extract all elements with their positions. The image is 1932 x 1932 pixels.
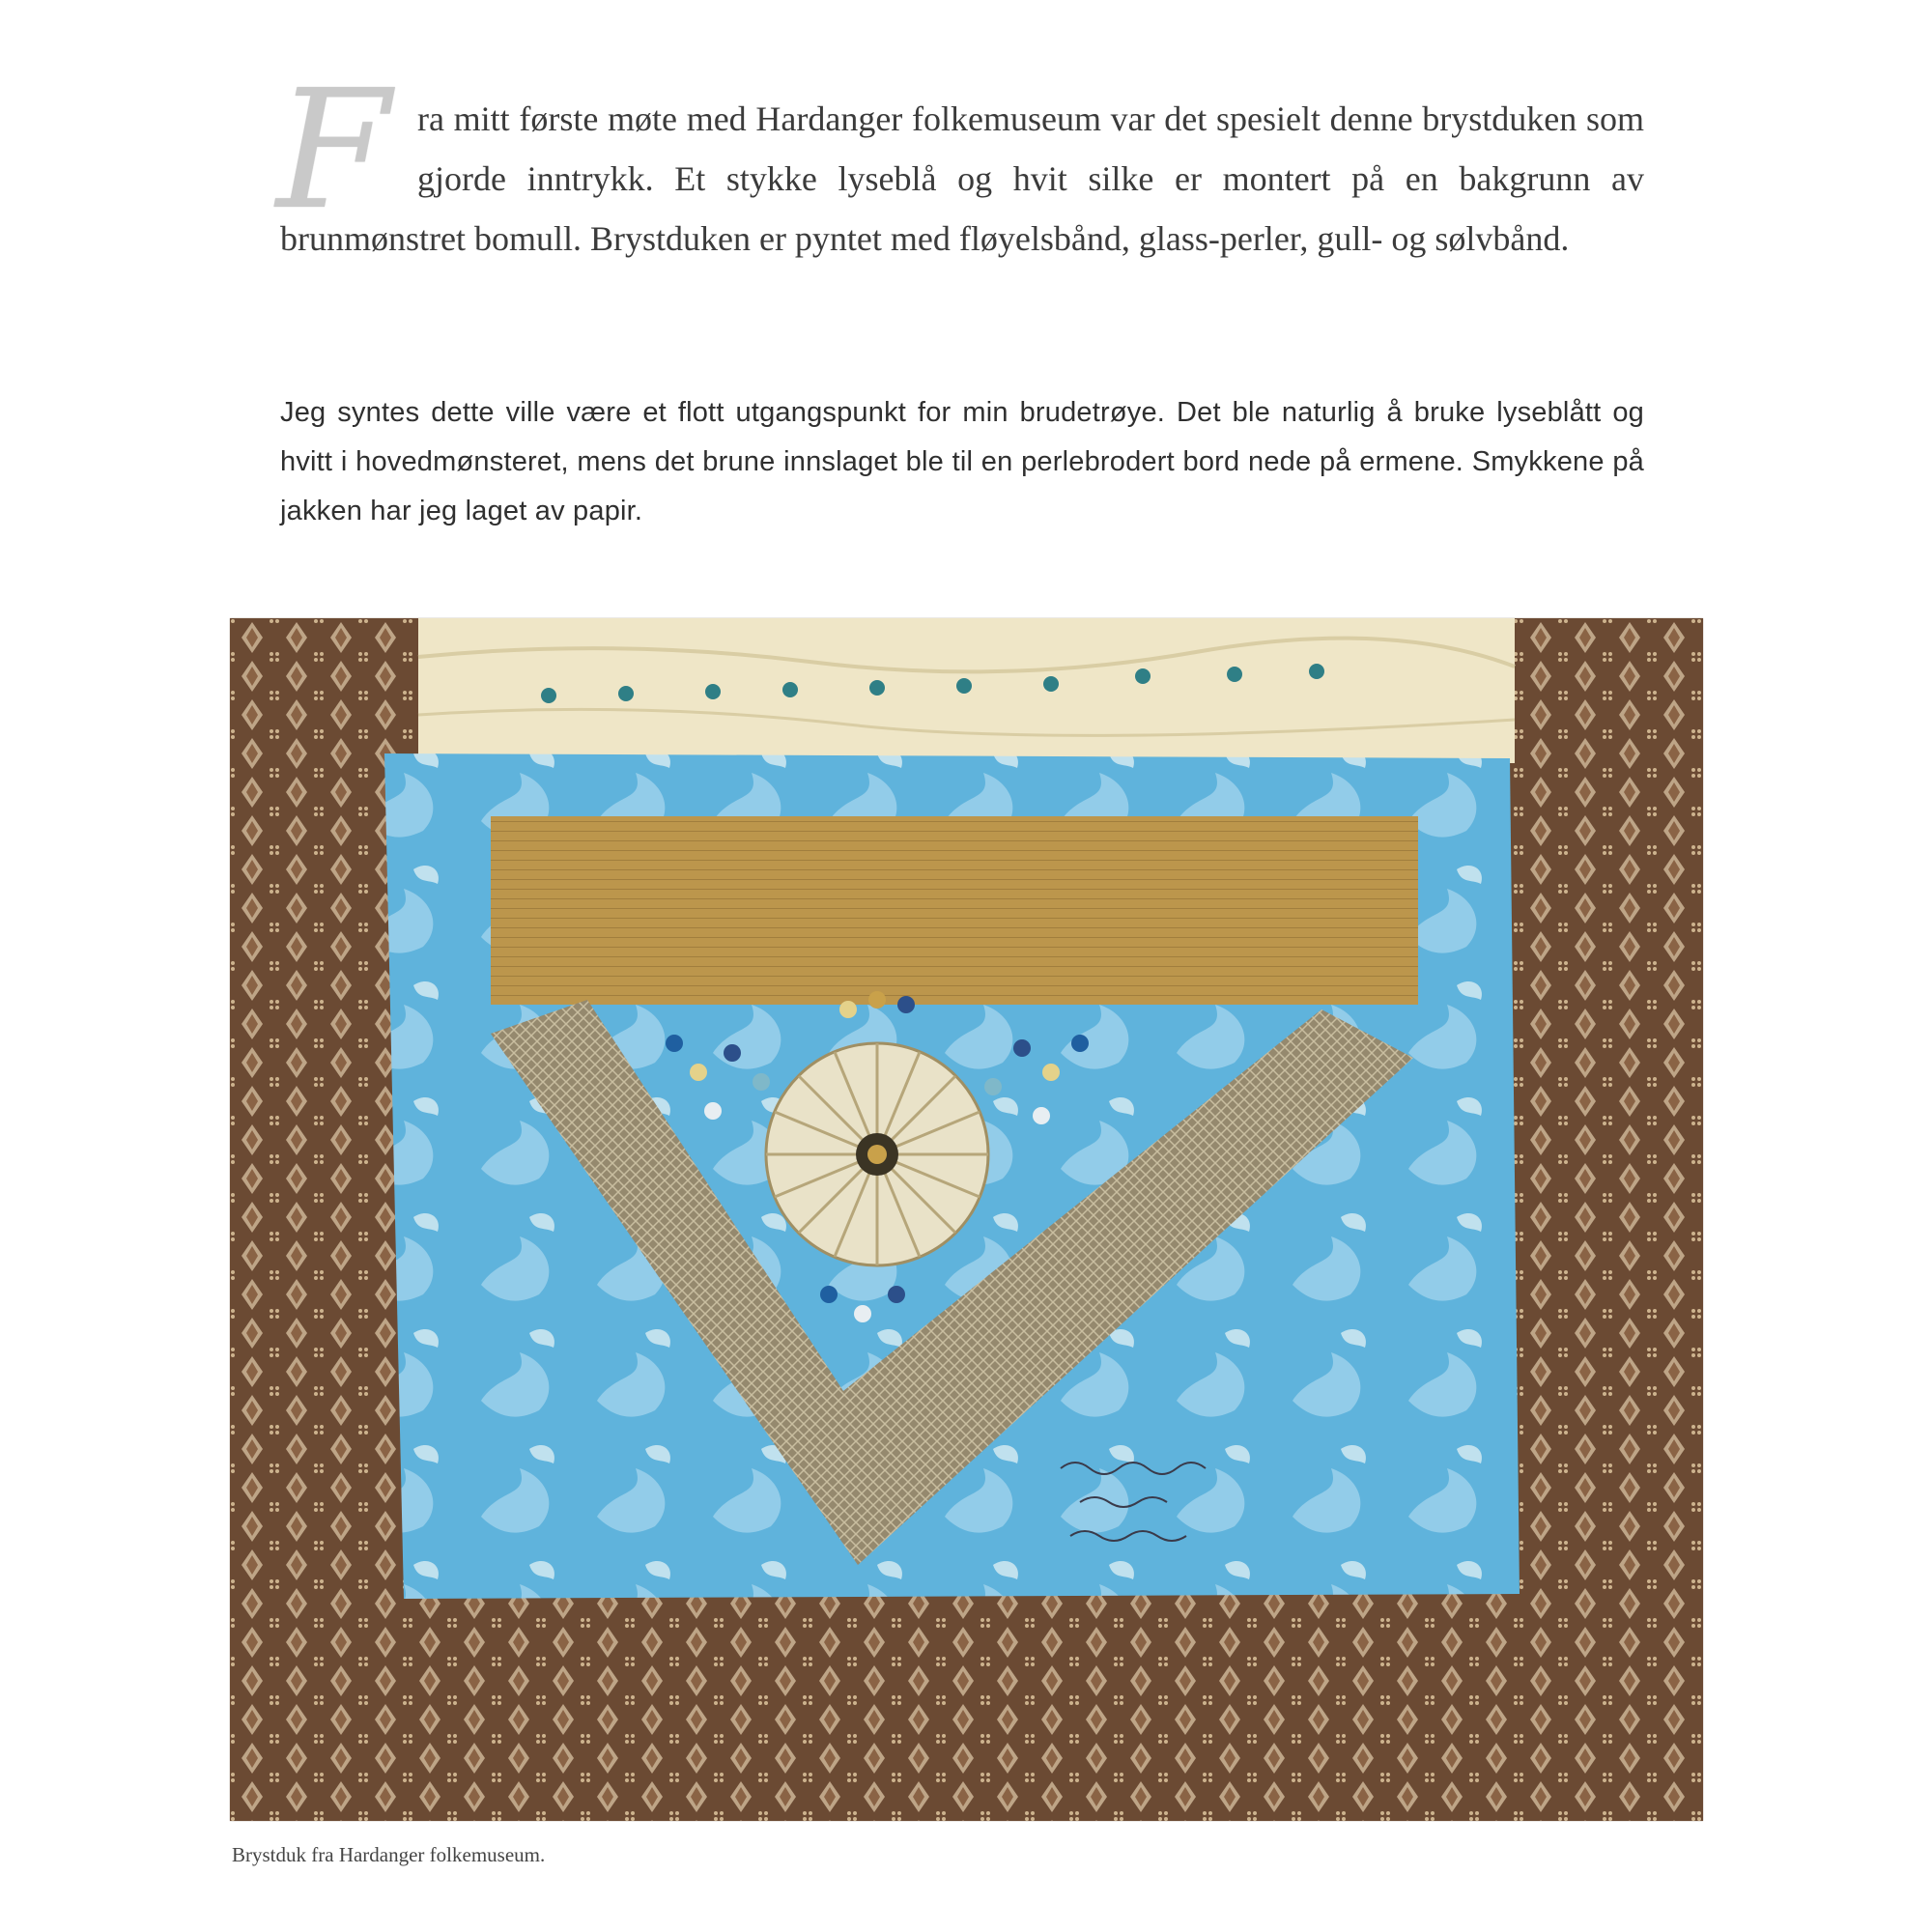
body-paragraph: Jeg syntes dette ville være et flott utgangspunkt for min brudetrøye. Det ble naturlig å bruke lyseblått og hvitt i hovedmønsteret, mens det brune innslaget ble til en perlebrodert bord nede på ermene. Smykkene på jakken har jeg laget av papir. [280,397,1644,526]
photo-caption: Brystduk fra Hardanger folkemuseum. [232,1843,546,1866]
textile-illustration [230,618,1703,1821]
textile-photo [230,618,1703,1821]
intro-text: ra mitt første møte med Hardanger folkemuseum var det spesielt denne brystduken som gjorde inntrykk. Et stykke lyseblå og hvit silke er montert på en bakgrunn av brunmønstret bomull. Brystduken er pyntet med fløyelsbånd, glass-perler, gull- og sølvbånd. [280,99,1644,258]
intro-paragraph [276,55,1644,269]
drop-cap: F [276,55,390,246]
